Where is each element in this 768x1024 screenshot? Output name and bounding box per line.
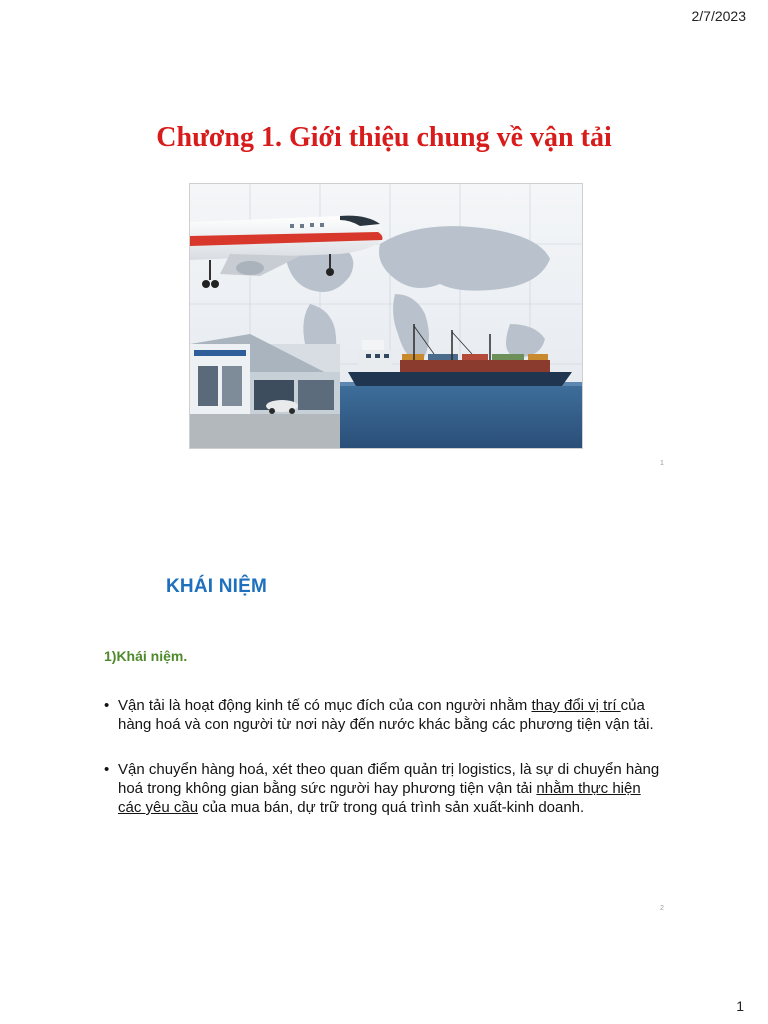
section-heading: KHÁI NIỆM bbox=[166, 576, 268, 597]
bullet-2-text-b: của mua bán, dự trữ trong quá trình sản xuất-kinh doanh. bbox=[198, 799, 585, 816]
page-number: 1 bbox=[736, 998, 744, 1014]
transport-collage-icon bbox=[190, 184, 582, 448]
slide-2-number: 2 bbox=[660, 905, 664, 912]
bullet-1-text-b: của hàng hoá và con người từ nơi này đến nước khác bằng các phương tiện vận tải. bbox=[118, 697, 654, 733]
bullet-2-text-a: Vận chuyển hàng hoá, xét theo quan điểm quản trị logistics, là sự di chuyển hàng hoá trong không gian bằng sức người hay phương tiện vận tải bbox=[118, 761, 660, 797]
bullet-1-text-a: Vận tải là hoạt động kinh tế có mục đích của con người nhằm bbox=[118, 697, 532, 714]
bullet-2-underlined: nhằm thực hiện các yêu cầu bbox=[118, 780, 641, 816]
slide-1-number: 1 bbox=[660, 460, 664, 467]
slide-1-title: Chương 1. Giới thiệu chung về vận tải bbox=[156, 122, 612, 153]
definition-subheading: 1)Khái niệm. bbox=[104, 648, 188, 664]
bullet-transport-definition bbox=[104, 696, 664, 734]
bullet-freight-definition bbox=[104, 760, 664, 817]
definition-bullets bbox=[104, 696, 664, 817]
document-date: 2/7/2023 bbox=[691, 8, 746, 24]
bullet-1-underlined: thay đổi vị trí bbox=[531, 697, 621, 714]
transport-collage-image bbox=[189, 183, 583, 449]
